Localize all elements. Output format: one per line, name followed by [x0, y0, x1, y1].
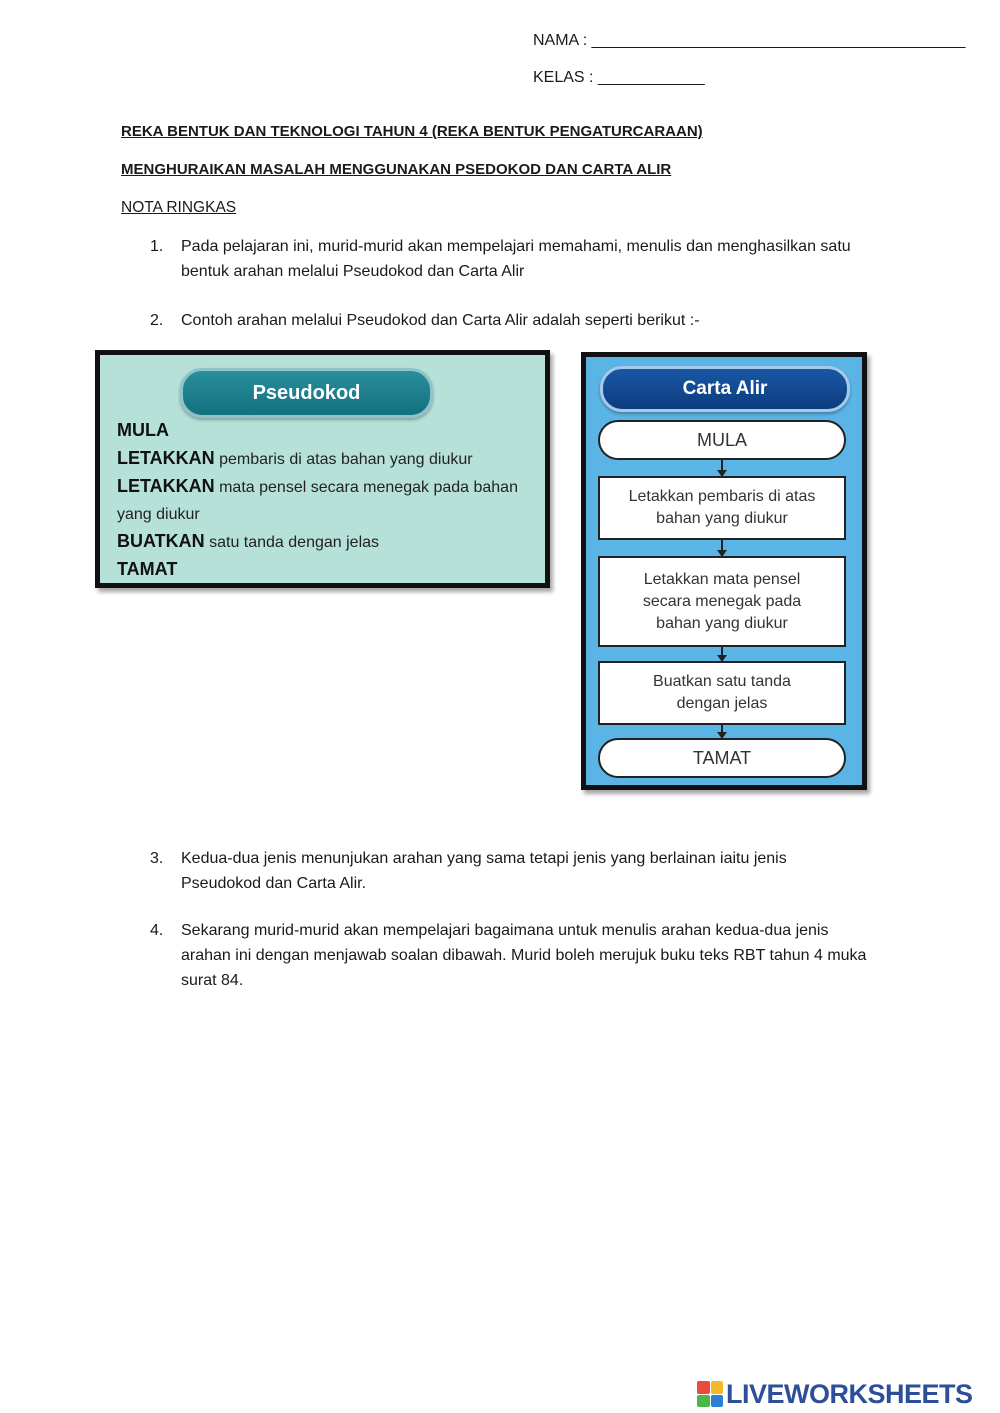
- pseudokod-keyword: LETAKKAN: [117, 448, 215, 468]
- pseudokod-title: Pseudokod: [180, 368, 433, 418]
- pseudokod-text: mata pensel secara menegak pada bahan yang diukur: [117, 479, 518, 523]
- list-item-2: [150, 308, 870, 333]
- liveworksheets-logo-icon: [697, 1381, 723, 1407]
- logo-square-icon: [711, 1395, 724, 1408]
- name-field-label: NAMA : __________________________________________: [533, 32, 966, 49]
- pseudokod-keyword: LETAKKAN: [117, 476, 215, 496]
- pseudokod-line: [117, 473, 537, 528]
- pseudokod-text: satu tanda dengan jelas: [204, 534, 380, 551]
- flow-arrow: [721, 460, 723, 476]
- list-item-3: [150, 846, 870, 896]
- flow-step-start: MULA: [598, 420, 846, 460]
- flow-arrow: [721, 725, 723, 738]
- pseudokod-lines: [117, 417, 537, 584]
- nota-heading: NOTA RINGKAS: [121, 199, 237, 216]
- pseudokod-line: [117, 445, 537, 473]
- item-number: 2.: [150, 312, 164, 329]
- logo-square-icon: [711, 1381, 724, 1394]
- logo-text: LIVEWORKSHEETS: [726, 1378, 973, 1409]
- carta-alir-panel: [581, 352, 867, 790]
- main-title: REKA BENTUK DAN TEKNOLOGI TAHUN 4 (REKA BENTUK PENGATURCARAAN): [121, 123, 703, 140]
- pseudokod-keyword: TAMAT: [117, 559, 178, 579]
- item-text: Sekarang murid-murid akan mempelajari bagaimana untuk menulis arahan kedua-dua jenis arahan ini dengan menjawab soalan dibawah. Murid boleh merujuk buku teks RBT tahun 4 muka surat 84.: [181, 922, 867, 989]
- pseudokod-keyword: BUATKAN: [117, 531, 205, 551]
- pseudokod-line: [117, 417, 537, 445]
- flow-step-4: Buatkan satu tanda dengan jelas: [598, 661, 846, 725]
- flow-step-3: Letakkan mata pensel secara menegak pada bahan yang diukur: [598, 556, 846, 647]
- class-field-label: KELAS : ____________: [533, 69, 705, 86]
- flow-arrow: [721, 540, 723, 556]
- pseudokod-line: [117, 528, 537, 556]
- item-number: 4.: [150, 922, 164, 939]
- list-item-1: [150, 234, 870, 284]
- flow-arrow: [721, 647, 723, 661]
- pseudokod-text: pembaris di atas bahan yang diukur: [214, 451, 473, 468]
- item-text: Contoh arahan melalui Pseudokod dan Carta Alir adalah seperti berikut :-: [181, 312, 700, 329]
- liveworksheets-logo[interactable]: [697, 1376, 973, 1412]
- item-text: Kedua-dua jenis menunjukan arahan yang sama tetapi jenis yang berlainan iaitu jenis Pseudokod dan Carta Alir.: [181, 850, 787, 892]
- logo-square-icon: [697, 1395, 710, 1408]
- item-number: 1.: [150, 238, 164, 255]
- sub-title: MENGHURAIKAN MASALAH MENGGUNAKAN PSEDOKOD DAN CARTA ALIR: [121, 161, 672, 178]
- item-number: 3.: [150, 850, 164, 867]
- pseudokod-keyword: MULA: [117, 420, 169, 440]
- flow-step-end: TAMAT: [598, 738, 846, 778]
- pseudokod-line: [117, 556, 537, 584]
- carta-alir-title: Carta Alir: [600, 366, 850, 412]
- list-item-4: [150, 918, 870, 993]
- logo-square-icon: [697, 1381, 710, 1394]
- pseudokod-panel: [95, 350, 550, 588]
- item-text: Pada pelajaran ini, murid-murid akan mempelajari memahami, menulis dan menghasilkan satu bentuk arahan melalui Pseudokod dan Carta Alir: [181, 238, 851, 280]
- flow-step-2: Letakkan pembaris di atas bahan yang diukur: [598, 476, 846, 540]
